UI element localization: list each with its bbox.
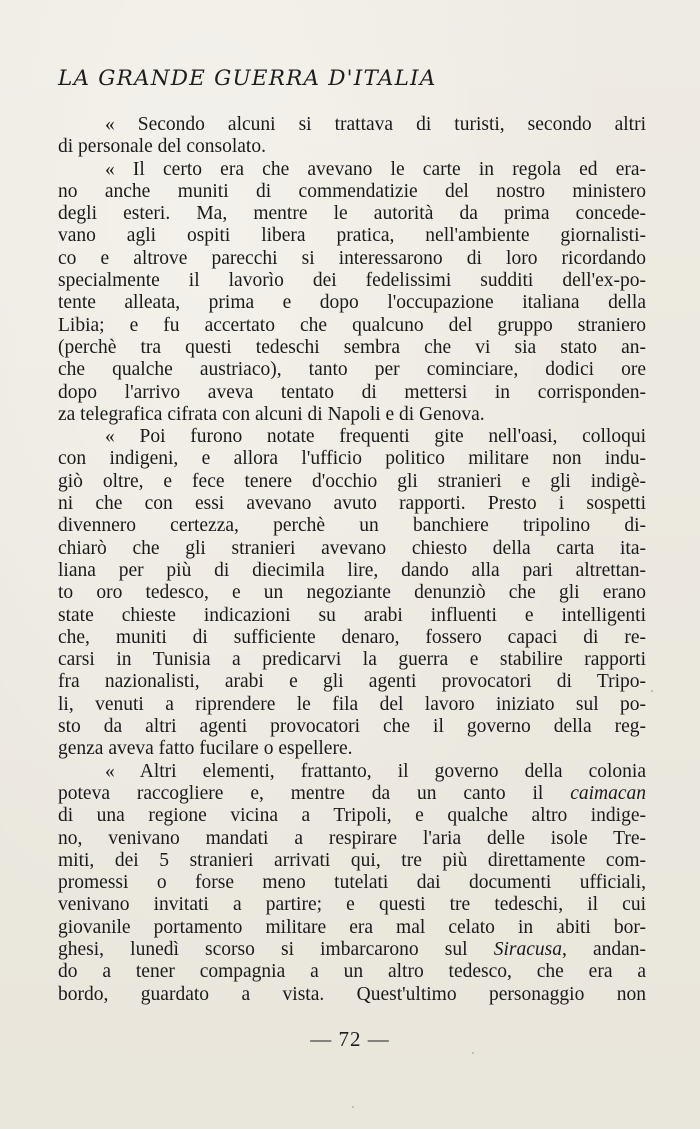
text-line: bordo, guardato a vista. Quest'ultimo personaggio non	[58, 983, 646, 1005]
text-line: ni che con essi avevano avuto rapporti. Presto i sospetti	[58, 493, 646, 515]
text-line: to oro tedesco, e un negoziante denunziò che gli erano	[58, 582, 646, 604]
text-line: state chieste indicazioni su arabi influenti e intelligenti	[58, 604, 646, 626]
text-line: fra nazionalisti, arabi e gli agenti provocatori di Tripo-	[58, 671, 646, 693]
text-line: ghesi, lunedì scorso si imbarcarono sul Siracusa, andan-	[58, 938, 646, 960]
text-line: giovanile portamento militare era mal celato in abiti bor-	[58, 916, 646, 938]
text-line: carsi in Tunisia a predicarvi la guerra e stabilire rapporti	[58, 649, 646, 671]
text-line: che qualche austriaco), tanto per cominciare, dodici ore	[58, 359, 646, 381]
text-line: dopo l'arrivo aveva tentato di mettersi in corrisponden-	[58, 381, 646, 403]
text-line: tente alleata, prima e dopo l'occupazione italiana della	[58, 292, 646, 314]
text-line: di personale del consolato.	[58, 136, 266, 158]
paper-speck	[472, 1052, 474, 1054]
text-line: liana per più di diecimila lire, dando alla pari altrettan-	[58, 559, 646, 581]
text-line: co e altrove parecchi si interessarono di loro ricordando	[58, 247, 646, 269]
text-line: Libia; e fu accertato che qualcuno del gruppo straniero	[58, 314, 646, 336]
text-line: di una regione vicina a Tripoli, e qualche altro indige-	[58, 805, 646, 827]
text-line: specialmente il lavorìo dei fedelissimi sudditi dell'ex-po-	[58, 270, 646, 292]
text-line: chiarò che gli stranieri avevano chiesto della carta ita-	[58, 537, 646, 559]
paper-speck	[651, 690, 653, 692]
text-line: do a tener compagnia a un altro tedesco, che era a	[58, 961, 646, 983]
text-line: « Poi furono notate frequenti gite nell'oasi, colloqui	[105, 426, 646, 448]
text-line: poteva raccogliere e, mentre da un canto il caimacan	[58, 782, 646, 804]
text-line: venivano invitati a partire; e questi tre tedeschi, il cui	[58, 894, 646, 916]
text-line: che, muniti di sufficiente denaro, fossero capaci di re-	[58, 626, 646, 648]
running-head: LA GRANDE GUERRA D'ITALIA	[58, 66, 437, 91]
text-line: li, venuti a riprendere le fila del lavoro iniziato sul po-	[58, 693, 646, 715]
text-line: « Altri elementi, frattanto, il governo della colonia	[105, 760, 646, 782]
text-line: genza aveva fatto fucilare o espellere.	[58, 738, 353, 760]
text-line: con indigeni, e allora l'ufficio politico militare non indu-	[58, 448, 646, 470]
text-line: sto da altri agenti provocatori che il governo della reg-	[58, 716, 646, 738]
text-line: no, venivano mandati a respirare l'aria delle isole Tre-	[58, 827, 646, 849]
text-line: vano agli ospiti libera pratica, nell'ambiente giornalisti-	[58, 225, 646, 247]
page-number: — 72 —	[310, 1027, 390, 1051]
text-line: promessi o forse meno tutelati dai documenti ufficiali,	[58, 872, 646, 894]
text-line: za telegrafica cifrata con alcuni di Napoli e di Genova.	[58, 403, 485, 425]
text-line: giò oltre, e fece tenere d'occhio gli stranieri e gli indigè-	[58, 470, 646, 492]
text-line: « Secondo alcuni si trattava di turisti, secondo altri	[105, 114, 646, 135]
text-line: no anche muniti di commendatizie del nostro ministero	[58, 180, 646, 202]
text-line: divennero certezza, perchè un banchiere tripolino di-	[58, 515, 646, 537]
paper-speck	[352, 1106, 354, 1108]
text-line: degli esteri. Ma, mentre le autorità da prima concede-	[58, 203, 646, 225]
text-line: (perchè tra questi tedeschi sembra che vi sia stato an-	[58, 336, 646, 358]
text-line: « Il certo era che avevano le carte in regola ed era-	[105, 158, 646, 180]
text-line: miti, dei 5 stranieri arrivati qui, tre più direttamente com-	[58, 849, 646, 871]
body-text	[58, 114, 646, 1006]
